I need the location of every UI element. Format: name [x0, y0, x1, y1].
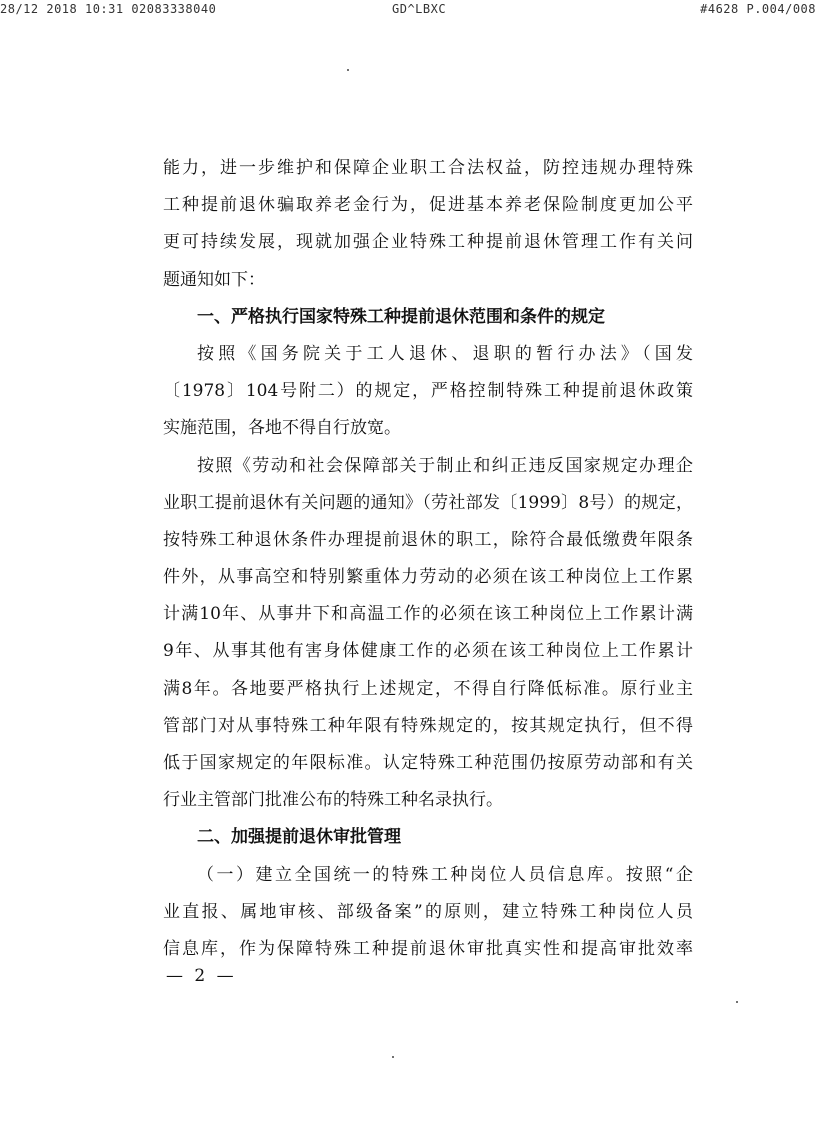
- text-line: 实施范围，各地不得自行放宽。: [163, 418, 401, 439]
- paragraph-labor-ministry-rules: [163, 448, 693, 820]
- text-line: （一）建立全国统一的特殊工种岗位人员信息库。按照“企: [197, 864, 693, 885]
- text-line: 行业主管部门批准公布的特殊工种名录执行。: [163, 790, 503, 811]
- paragraph-state-council-rules: [163, 336, 693, 448]
- text-line: 信息库，作为保障特殊工种提前退休审批真实性和提高审批效率: [163, 938, 693, 959]
- text-line: 满8年。各地要严格执行上述规定，不得自行降低标准。原行业主: [163, 678, 693, 699]
- text-line: 题通知如下：: [163, 269, 265, 290]
- text-line: 按特殊工种退休条件办理提前退休的职工，除符合最低缴费年限条: [163, 529, 693, 550]
- document-body: [163, 150, 693, 968]
- text-line: 按照《国务院关于工人退休、退职的暂行办法》（国发: [197, 343, 693, 364]
- section-heading-1: 一、严格执行国家特殊工种提前退休范围和条件的规定: [197, 306, 605, 327]
- scan-speck: [392, 1056, 394, 1058]
- text-line: 低于国家规定的年限标准。认定特殊工种范围仍按原劳动部和有关: [163, 753, 693, 773]
- text-line: 更可持续发展，现就加强企业特殊工种提前退休管理工作有关问: [163, 232, 693, 253]
- section-heading-2: 二、加强提前退休审批管理: [197, 827, 401, 848]
- fax-page-info: #4628 P.004/008: [700, 2, 816, 16]
- fax-sender: GD^LBXC: [392, 2, 447, 16]
- text-line: 〔1978〕104号附二）的规定，严格控制特殊工种提前退休政策: [163, 381, 693, 402]
- text-line: 管部门对从事特殊工种年限有特殊规定的，按其规定执行，但不得: [163, 715, 693, 736]
- scan-speck: [347, 69, 349, 71]
- text-line: 9年、从事其他有害身体健康工作的必须在该工种岗位上工作累计: [163, 641, 693, 662]
- text-line: 计满10年、从事井下和高温工作的必须在该工种岗位上工作累计满: [163, 604, 693, 625]
- text-line: 业职工提前退休有关问题的通知》（劳社部发〔1999〕8号）的规定，: [163, 492, 693, 513]
- paragraph-info-database: [163, 857, 693, 969]
- fax-datetime-number: 28/12 2018 10:31 02083338040: [0, 2, 217, 16]
- text-line: 业直报、属地审核、部级备案”的原则，建立特殊工种岗位人员: [163, 901, 693, 922]
- paragraph-intro: [163, 150, 693, 299]
- text-line: 能力，进一步维护和保障企业职工合法权益，防控违规办理特殊: [163, 158, 693, 178]
- text-line: 按照《劳动和社会保障部关于制止和纠正违反国家规定办理企: [197, 455, 693, 476]
- scan-speck: [736, 1001, 738, 1003]
- text-line: 工种提前退休骗取养老金行为，促进基本养老保险制度更加公平: [163, 195, 693, 216]
- text-line: 件外，从事高空和特别繁重体力劳动的必须在该工种岗位上工作累: [163, 567, 693, 588]
- page-number: — 2 —: [166, 966, 237, 986]
- fax-header: [0, 2, 822, 18]
